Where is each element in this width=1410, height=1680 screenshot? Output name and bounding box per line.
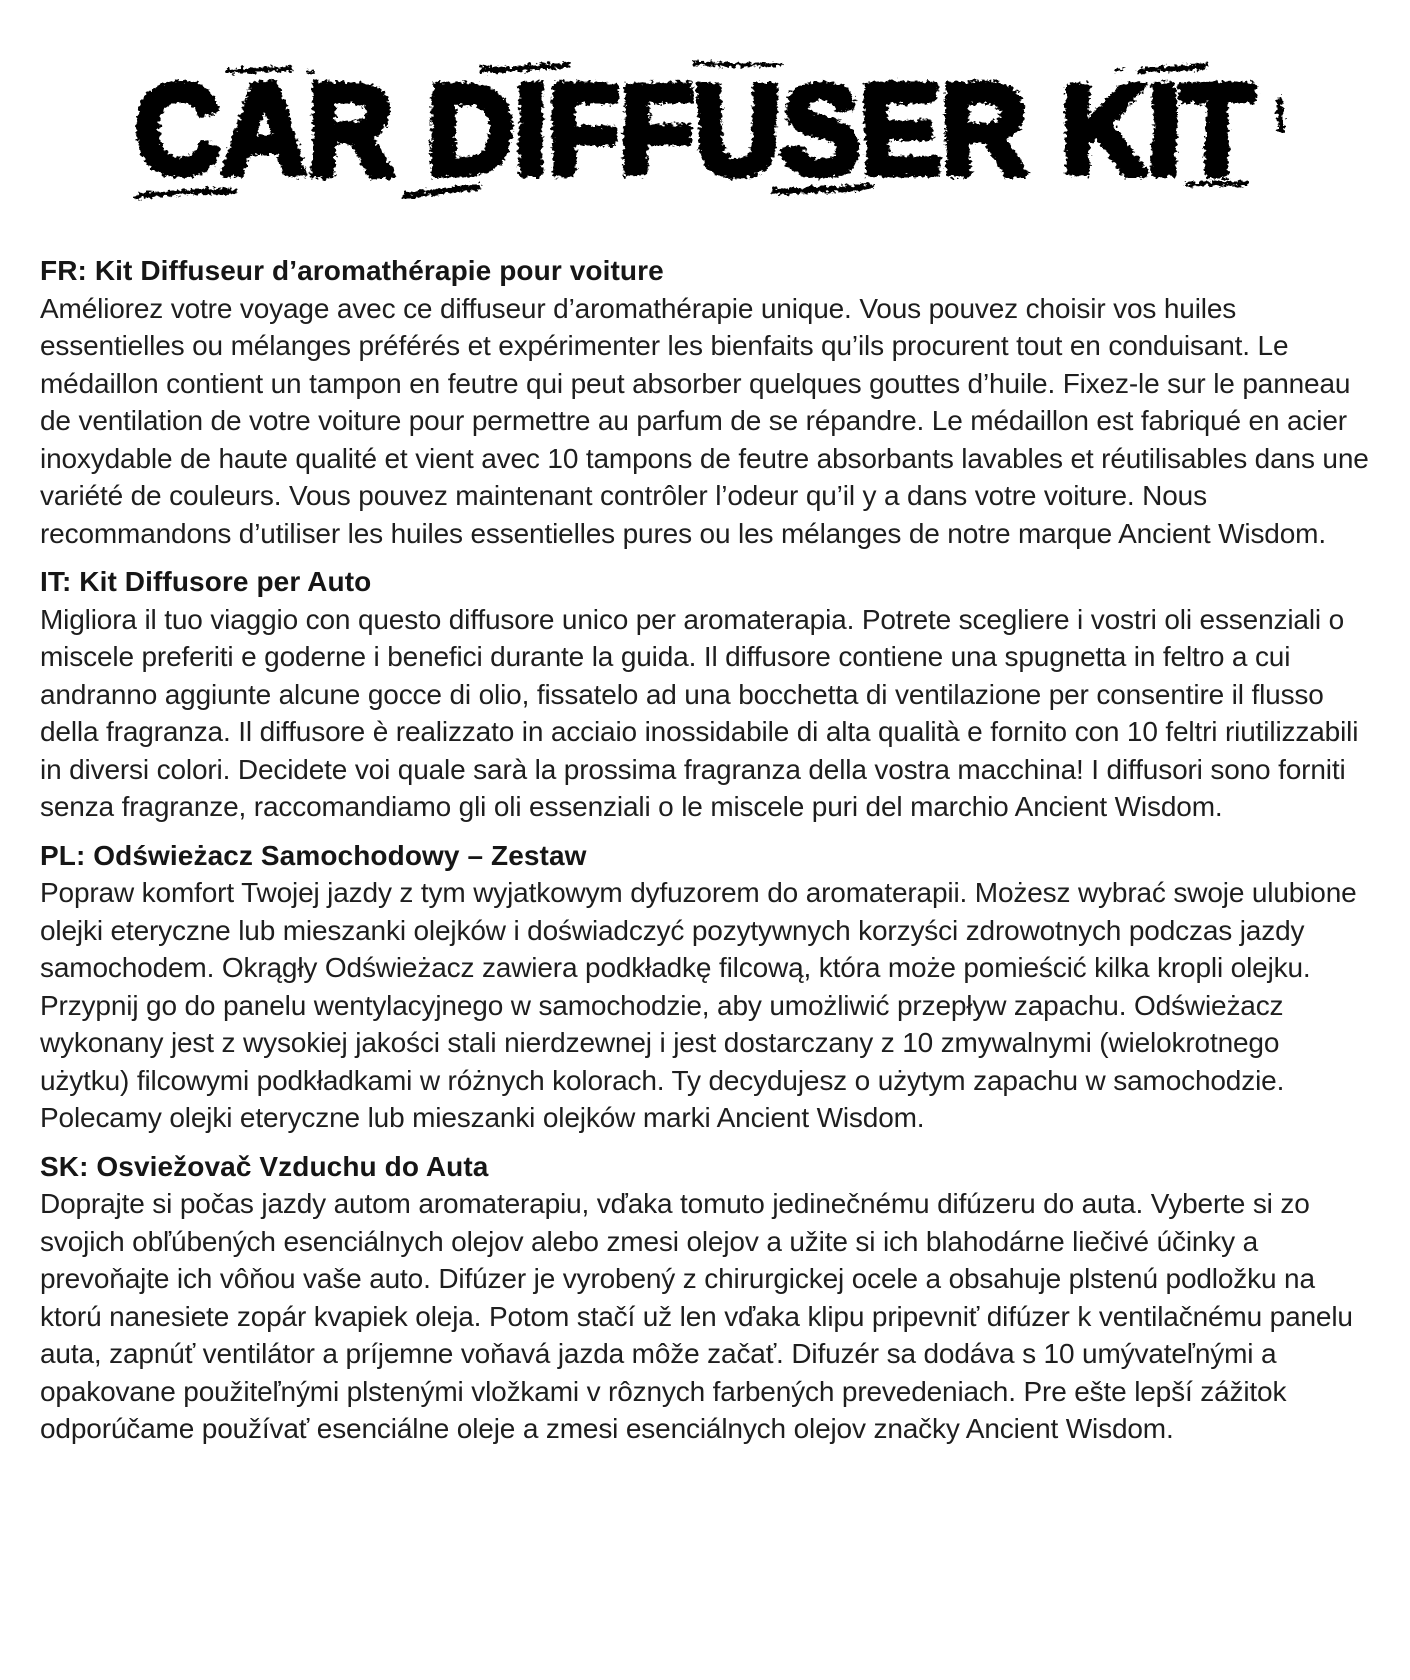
grunge-mark-above-ar — [228, 69, 292, 71]
section-pl-body: Popraw komfort Twojej jazdy z tym wyjatkowym dyfuzorem do aromaterapii. Możesz wybrać swoje ulubione olejki eteryczne lub mieszanki olejków i doświadczyć pozytywnych korzyści zdrowotnych podczas jazdy samochodem. Okrągły Odświeżacz zawiera podkładkę filcową, która może pomieścić kilka kropli olejku. Przypnij go do panelu wentylacyjnego w samochodzie, aby umożliwić przepływ zapachu. Odświeżacz wykonany jest z wysokiej jakości stali nierdzewnej i jest dostarczany z 10 zmywalnymi (wielokrotnego użytku) filcowymi podkładkami w różnych kolorach. Ty decydujesz o użytym zapachu w samochodzie. Polecamy olejki eteryczne lub mieszanki olejków marki Ancient Wisdom. — [40, 877, 1357, 1133]
section-fr — [40, 252, 1376, 552]
section-it — [40, 563, 1376, 826]
grunge-mark-above-ffu — [482, 66, 566, 70]
section-pl-heading: PL: Odświeżacz Samochodowy – Zestaw — [40, 839, 587, 871]
grunge-mark-below-kit — [1186, 182, 1246, 184]
grunge-mark-above-ar-dot — [310, 72, 314, 73]
section-fr-heading: FR: Kit Diffuseur d’aromathérapie pour voiture — [40, 255, 664, 286]
title-stamp-graphic — [0, 0, 1410, 238]
section-pl — [40, 837, 1376, 1137]
section-sk — [40, 1148, 1376, 1448]
document-body — [40, 252, 1376, 1448]
grunge-mark-below-ser — [772, 188, 870, 192]
section-fr-body: Améliorez votre voyage avec ce diffuseur d’aromathérapie unique. Vous pouvez choisir vos huiles essentielles ou mélanges préférés et expérimenter les bienfaits qu’ils procurent tout en conduisant. Le médaillon contient un tampon en feutre qui peut absorber quelques gouttes d’huile. Fixez-le sur le panneau de ventilation de votre voiture pour permettre au parfum de se répandre. Le médaillon est fabriqué en acier inoxydable de haute qualité et vient avec 10 tampons de feutre absorbants lavables et réutilisables dans une variété de couleurs. Vous pouvez maintenant contrôler l’odeur qu’il y a dans votre voiture. Nous recommandons d’utiliser les huiles essentielles pures ou les mélanges de notre marque Ancient Wisdom. — [40, 292, 1369, 549]
section-sk-heading: SK: Osviežovač Vzduchu do Auta — [40, 1150, 489, 1182]
section-it-heading: IT: Kit Diffusore per Auto — [40, 566, 372, 597]
grunge-mark-above-kit — [1140, 67, 1206, 70]
title-banner — [0, 0, 1410, 238]
grunge-mark-above-se — [694, 63, 780, 64]
page-title: CAR DIFFUSER KIT — [134, 59, 1254, 202]
section-sk-body: Doprajte si počas jazdy autom aromaterapiu, vďaka tomuto jedinečnému difúzeru do auta. Vyberte si zo svojich obľúbených esenciálnych olejov alebo zmesi olejov a užite si ich blahodárne liečivé účinky a prevoňajte ich vôňou vaše auto. Difúzer je vyrobený z chirurgickej ocele a obsahuje plstenú podložku na ktorú nanesiete zopár kvapiek oleja. Potom stačí už len vďaka klipu pripevniť difúzer k ventilačnému panelu auta, zapnúť ventilátor a príjemne voňavá jazda môže začať. Difuzér sa dodáva s 10 umývateľnými a opakovane použiteľnými plstenými vložkami v rôznych farbených prevedeniach. Pre ešte lepší zážitok odporúčame používať esenciálne oleje a zmesi esenciálnych olejov značky Ancient Wisdom. — [40, 1188, 1353, 1444]
section-it-body: Migliora il tuo viaggio con questo diffusore unico per aromaterapia. Potrete scegliere i vostri oli essenziali o miscele preferiti e goderne i benefici durante la guida. Il diffusore contiene una spugnetta in feltro a cui andranno aggiunte alcune gocce di olio, fissatelo ad una bocchetta di ventilazione per consentire il flusso della fragranza. Il diffusore è realizzato in acciaio inossidabile di alta qualità e fornito con 10 feltri riutilizzabili in diversi colori. Decidete voi quale sarà la prossima fragranza della vostra macchina! I diffusori sono forniti senza fragranze, raccomandiamo gli oli essenziali o le miscele puri del marchio Ancient Wisdom. — [40, 603, 1359, 822]
